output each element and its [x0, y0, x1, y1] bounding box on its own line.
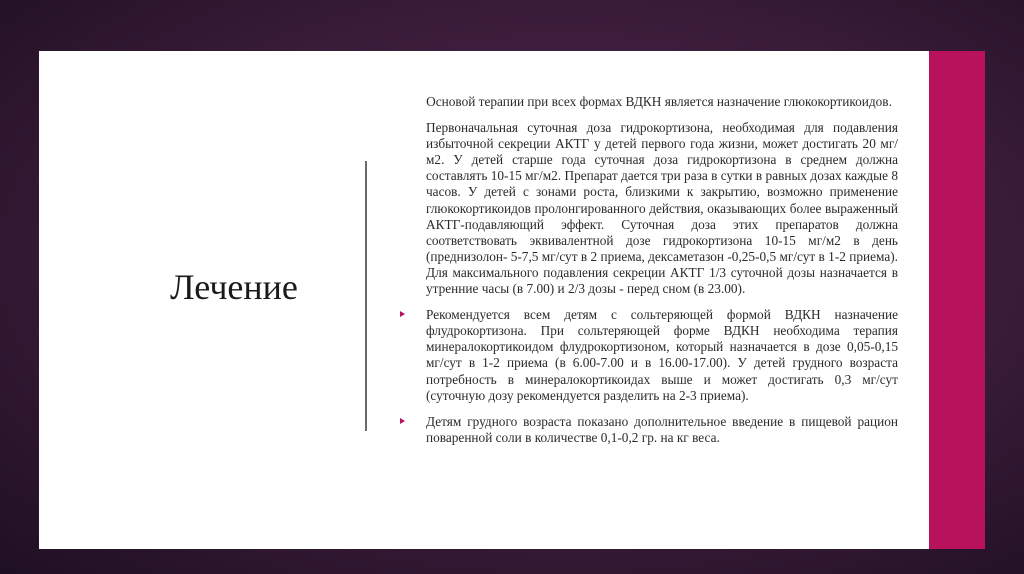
bullet-arrow-icon [400, 418, 405, 424]
slide-body [426, 94, 898, 456]
bullet-text: Детям грудного возраста показано дополнительное введение в пищевой рацион поваренной соли в количестве 0,1-0,2 гр. на кг веса. [426, 413, 898, 445]
bullet-item [426, 307, 898, 404]
intro-text: Основой терапии при всех формах ВДКН является назначение глюкокортикоидов. [426, 94, 892, 109]
vertical-divider [365, 161, 367, 431]
slide-title: Лечение [170, 267, 298, 307]
bullet-arrow-icon [400, 311, 405, 317]
accent-bar [929, 51, 985, 549]
bullet-text: Рекомендуется всем детям с сольтеряющей формой ВДКН назначение флудрокортизона. При сольтеряющей форме ВДКН необходима терапия минералокортикоидом флудрокортизоном, который назначается в дозе 0,05-0,15 мг/сут в 1-2 приема (в 6.00-7.00 и в 16.00-17.00). У детей грудного возраста потребность в минералокортикоидах выше и может достигать 0,3 мг/сут (суточную дозу рекомендуется разделить на 2-3 приема). [426, 307, 898, 403]
slide [39, 51, 985, 549]
dosage-paragraph: Первоначальная суточная доза гидрокортизона, необходимая для подавления избыточной секреции АКТГ у детей первого года жизни, может достигать 20 мг/м2. У детей старше года суточная доза гидрокортизона в среднем должна составлять 10-15 мг/м2. Препарат дается три раза в сутки в равных дозах каждые 8 часов. У детей с зонами роста, близкими к закрытию, возможно применение глюкокортикоидов пролонгированного действия, оказывающих более выраженный АКТГ-подавляющий эффект. Суточная доза этих препаратов должна соответствовать эквивалентной дозе гидрокортизона 10-15 мг/м2 в день (преднизолон- 5-7,5 мг/сут в 2 приема, дексаметазон -0,25-0,5 мг/сут в 1-2 приема). Для максимального подавления секреции АКТГ 1/3 суточной дозы назначается в утренние часы (в 7.00) и 2/3 дозы - перед сном (в 23.00). [426, 120, 898, 297]
bullet-item [426, 414, 898, 446]
